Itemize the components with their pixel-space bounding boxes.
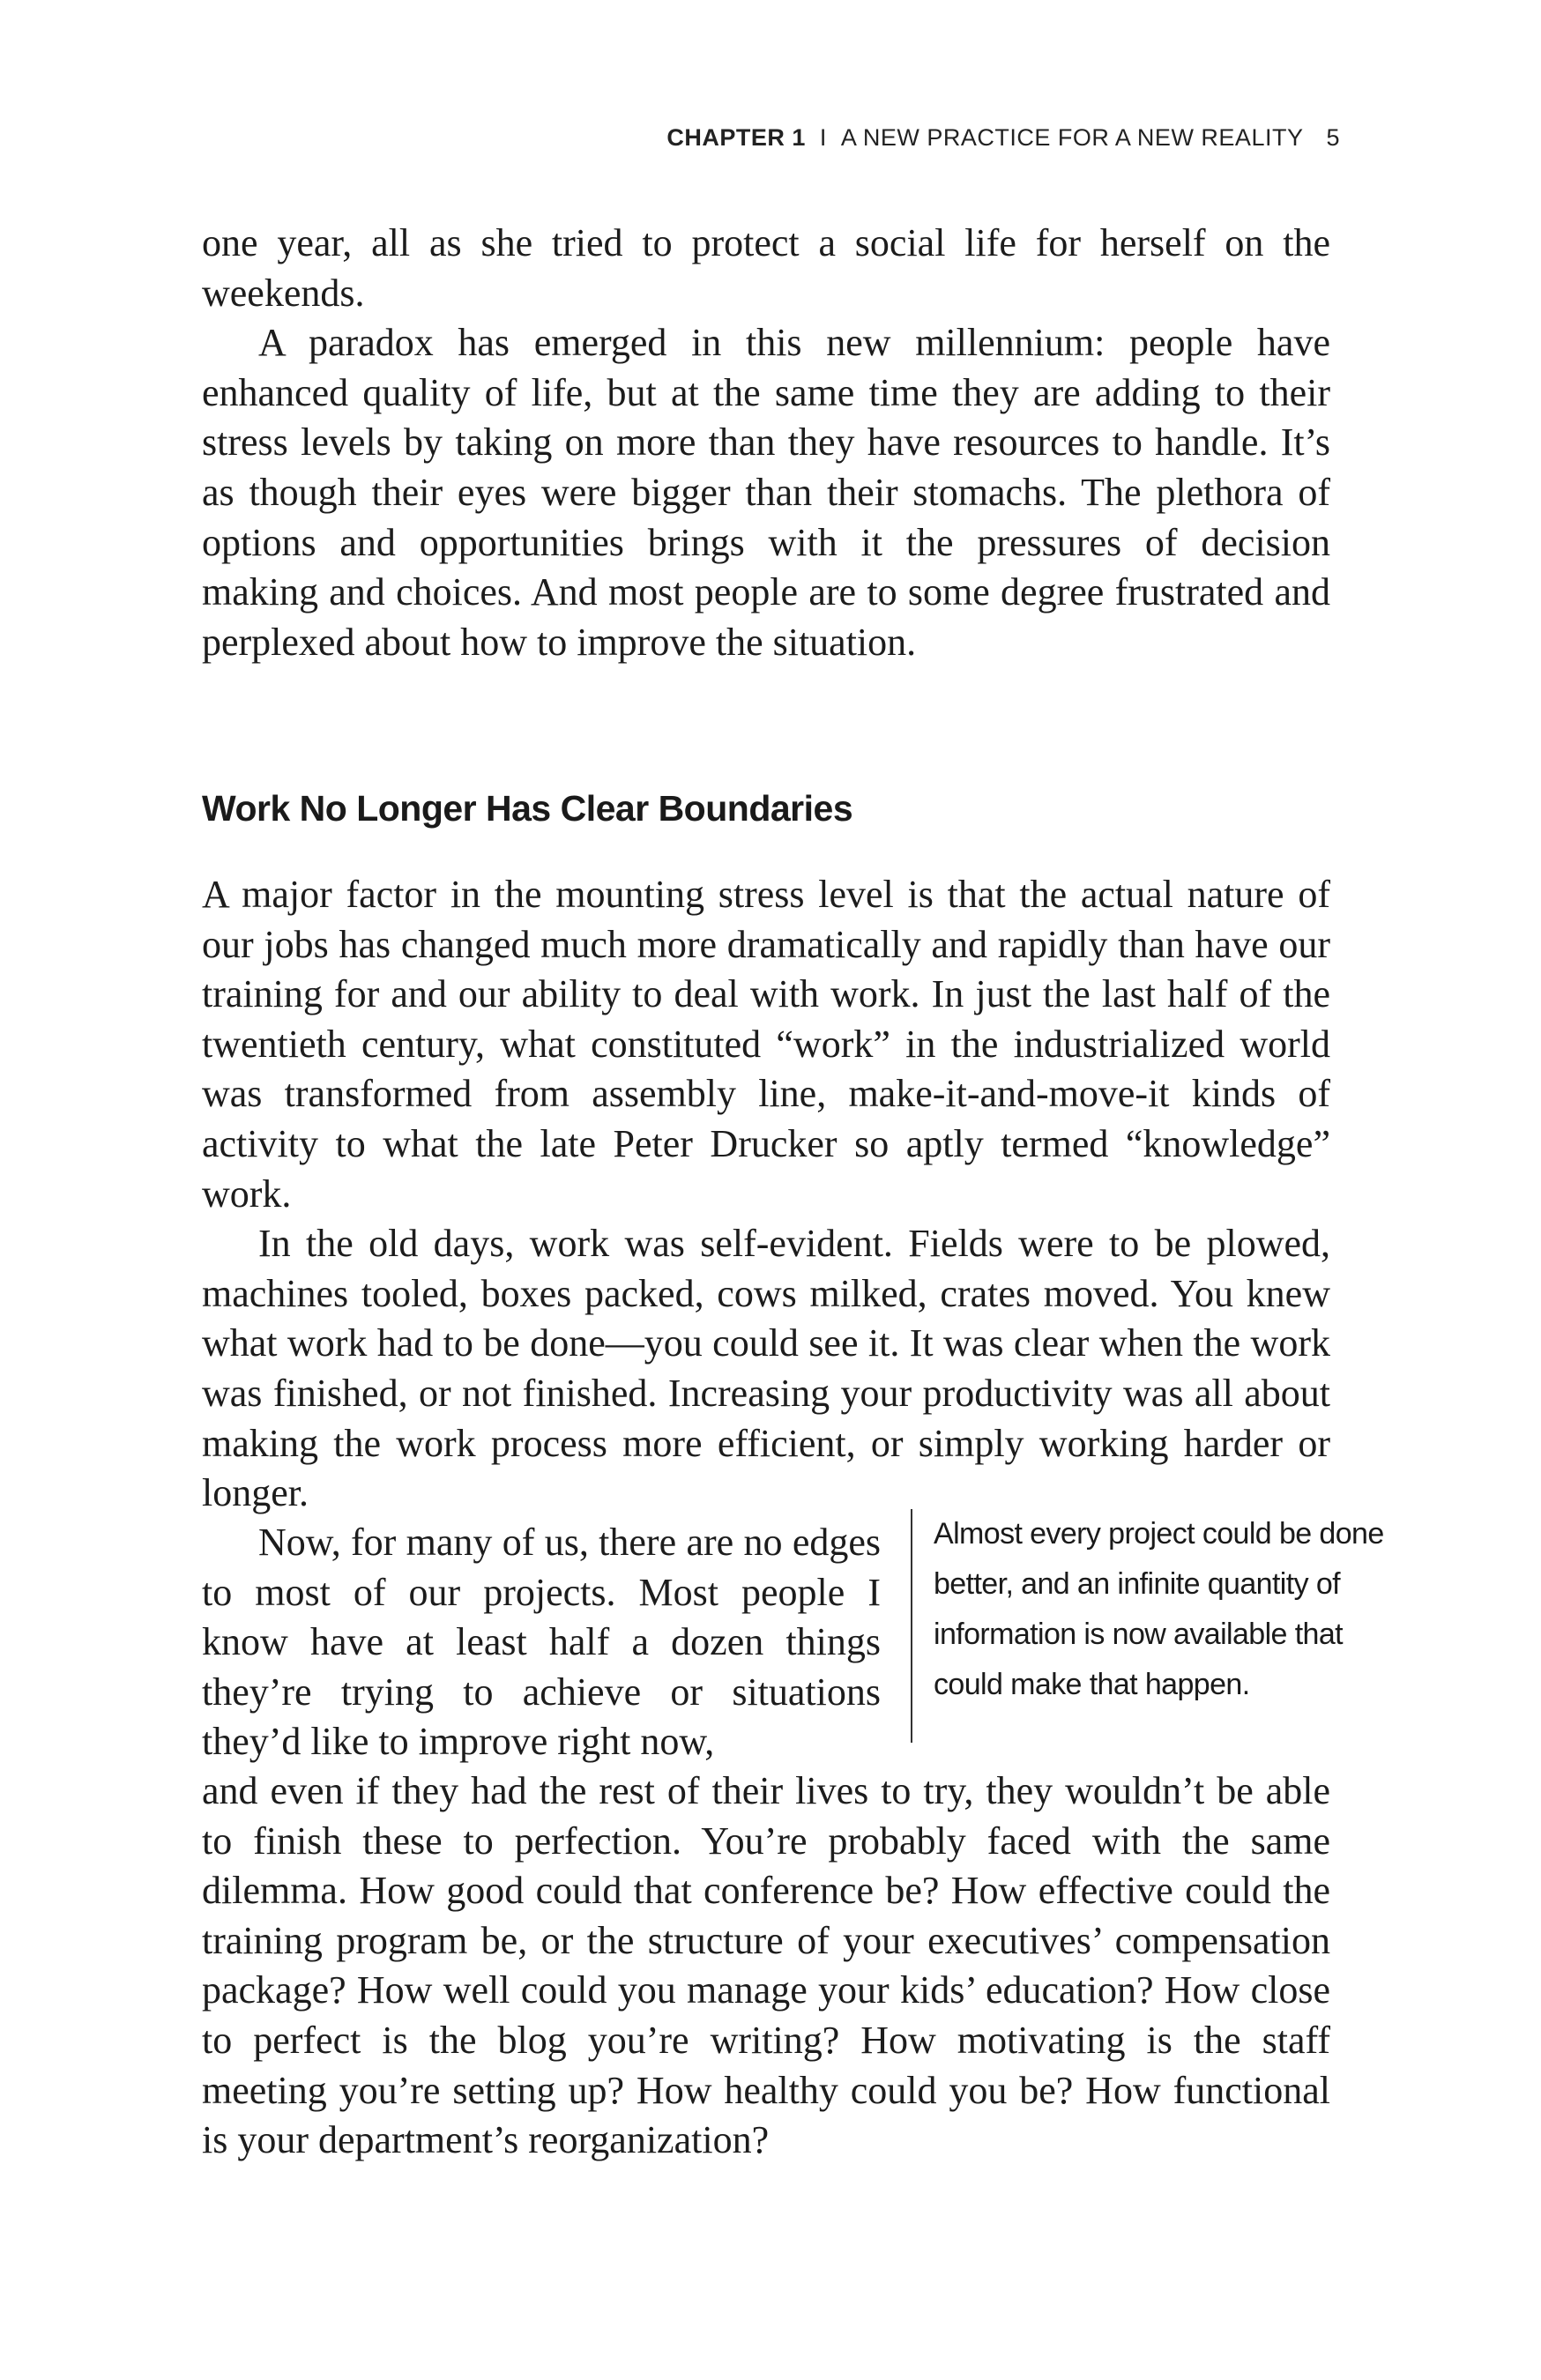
paragraph-beside-pull-quote: Now, for many of us, there are no edges to most of our projects. Most people I know have at least half a dozen things they’re trying to achieve or situations they’d like to improve right now, (202, 1521, 881, 1764)
paragraph-continuation: and even if they had the rest of their lives to try, they wouldn’t be able to finish these to perfection. You’re probably faced with the same dilemma. How good could that conference be? How effective could the training program be, or the structure of your executives’ compensation package? How well could you manage your kids’ education? How close to perfect is the blog you’re writing? How motivating is the staff meeting you’re setting up? How healthy could you be? How functional is your department’s reorganization? (202, 1769, 1330, 2162)
pull-quote-line: information is now available that (934, 1618, 1344, 1651)
paragraph: A paradox has emerged in this new millennium: people have enhanced quality of life, but at the same time they are adding to their stress levels by taking on more than they have resources to handle. It’s as though their eyes were bigger than their stomachs. The plethora of options and opportunities brings with it the pressures of decision making and choices. And most people are to some degree frustrated and perplexed about how to improve the situation. (202, 321, 1330, 664)
paragraph: A major factor in the mounting stress level is that the actual nature of our jobs has changed much more dramatically and rapidly than have our training for and our ability to deal with work. In just the last half of the twentieth century, what constituted “work” in the industrialized world was transformed from assembly line, make-it-and-move-it kinds of activity to what the late Peter Drucker so aptly termed “knowledge” work. (202, 873, 1330, 1216)
pull-quote-line: better, and an infinite quantity of (934, 1567, 1341, 1601)
page-number: 5 (1326, 124, 1340, 151)
opening-text-block (202, 219, 1330, 667)
pull-quote-line: could make that happen. (934, 1668, 1250, 1701)
section-heading: Work No Longer Has Clear Boundaries (202, 788, 853, 829)
chapter-title: A NEW PRACTICE FOR A NEW REALITY (840, 124, 1304, 151)
section-text-block (202, 870, 1330, 1519)
header-separator: I (819, 124, 827, 151)
pull-quote-line: Almost every project could be done (934, 1517, 1384, 1551)
pull-quote (911, 1509, 1387, 1743)
paragraph: one year, all as she tried to protect a social life for herself on the weekends. (202, 221, 1330, 315)
chapter-label: CHAPTER 1 (666, 124, 806, 151)
running-head (635, 124, 1340, 152)
paragraph: In the old days, work was self-evident. Fields were to be plowed, machines tooled, boxes packed, cows milked, crates moved. You knew what work had to be done—you could see it. It was clear when the work was finished, or not finished. Increasing your productivity was all about making the work process more efficient, or simply working harder or longer. (202, 1222, 1330, 1515)
